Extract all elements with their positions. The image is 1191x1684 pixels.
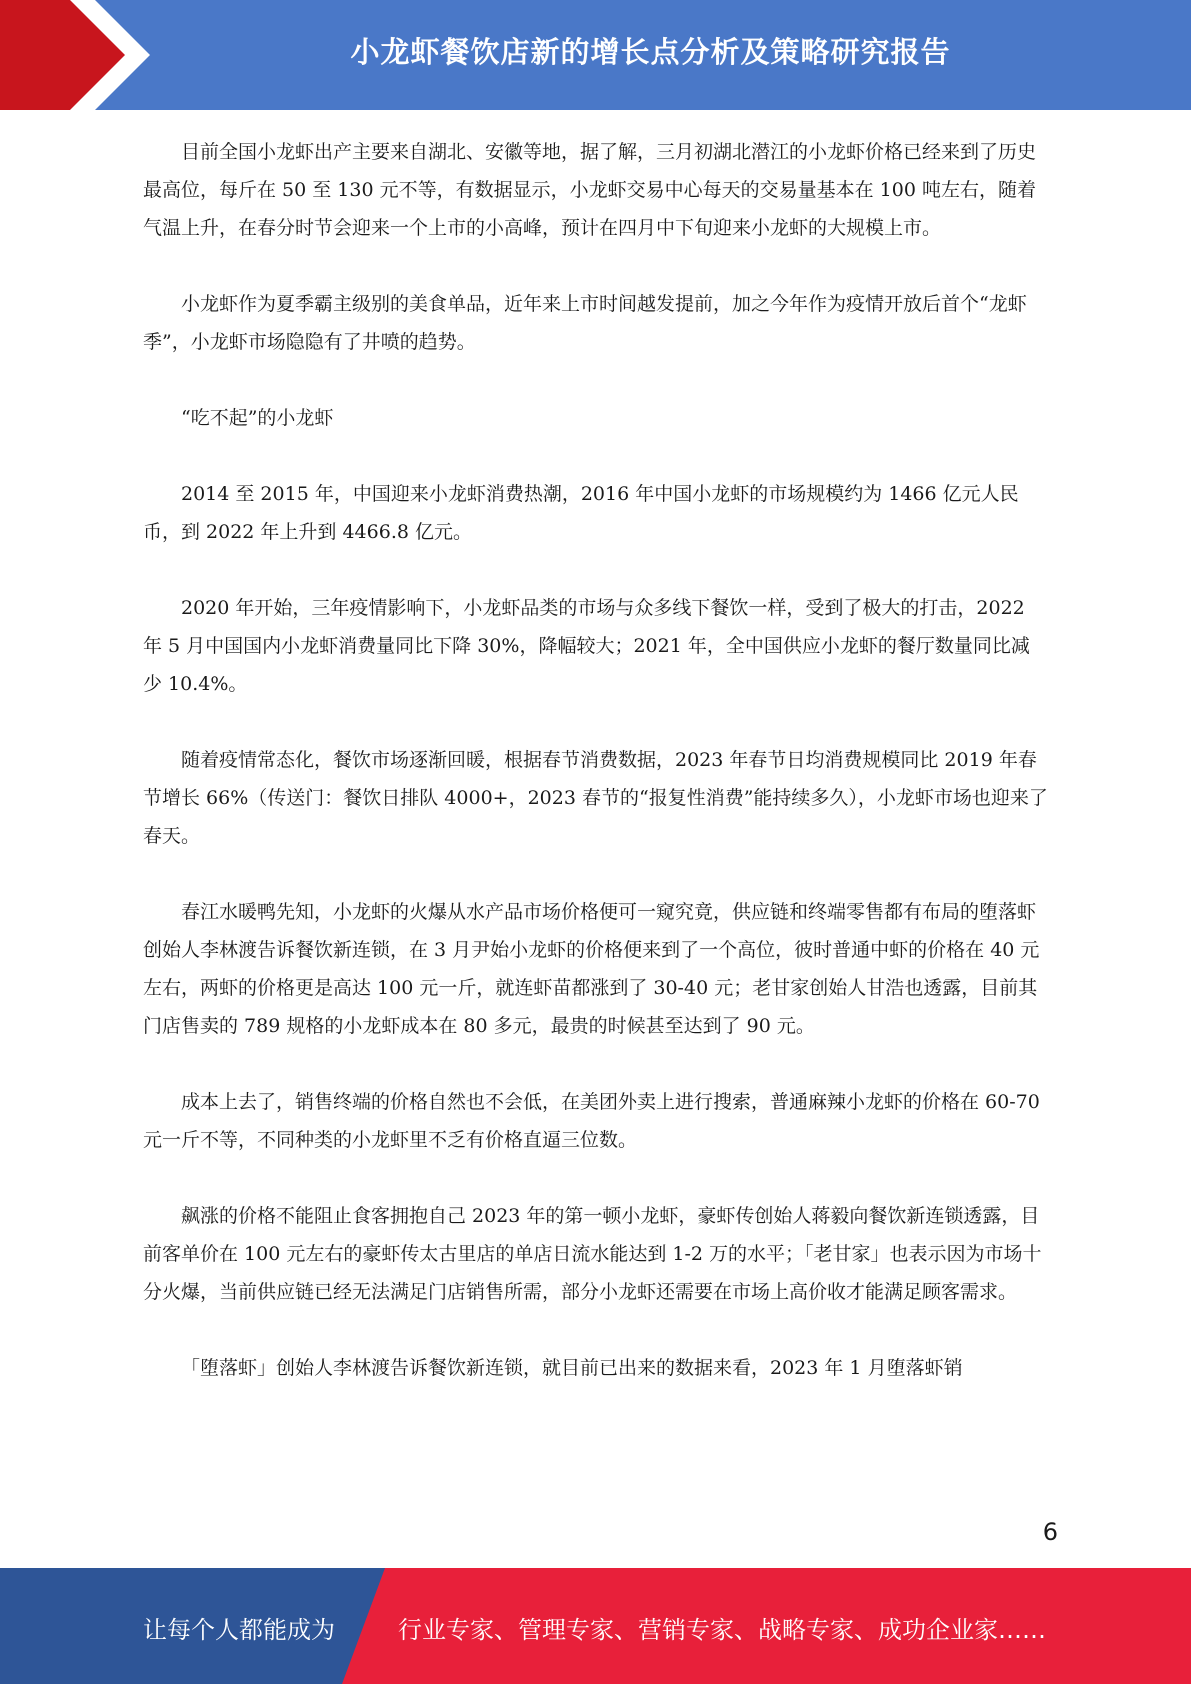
paragraph: 春江水暖鸭先知，小龙虾的火爆从水产品市场价格便可一窥究竟，供应链和终端零售都有布局的堕落虾创始人李林渡告诉餐饮新连锁，在 3 月尹始小龙虾的价格便来到了一个高位，彼时普通中虾的价格在 40 元左右，两虾的价格更是高达 100 元一斤，就连虾苗都涨到了 30-40 元；老甘家创始人甘浩也透露，目前其门店售卖的 789 规格的小龙虾成本在 80 多元，最贵的时候甚至达到了 90 元。 xyxy=(143,901,1040,1037)
article-body xyxy=(143,133,1048,1425)
paragraph: 2020 年开始，三年疫情影响下，小龙虾品类的市场与众多线下餐饮一样，受到了极大的打击，2022 年 5 月中国国内小龙虾消费量同比下降 30%，降幅较大；2021 年，全中国供应小龙虾的餐厅数量同比减少 10.4%。 xyxy=(143,597,1030,695)
paragraph: 飙涨的价格不能阻止食客拥抱自己 2023 年的第一顿小龙虾，豪虾传创始人蒋毅向餐饮新连锁透露，目前客单价在 100 元左右的豪虾传太古里店的单店日流水能达到 1-2 万的水平；「老甘家」也表示因为市场十分火爆，当前供应链已经无法满足门店销售所需，部分小龙虾还需要在市场上高价收才能满足顾客需求。 xyxy=(143,1205,1042,1303)
paragraph: 2014 至 2015 年，中国迎来小龙虾消费热潮，2016 年中国小龙虾的市场规模约为 1466 亿元人民币，到 2022 年上升到 4466.8 亿元。 xyxy=(143,483,1019,543)
page-footer xyxy=(0,1568,1191,1684)
paragraph: 「堕落虾」创始人李林渡告诉餐饮新连锁，就目前已出来的数据来看，2023 年 1 月堕落虾销 xyxy=(181,1357,963,1379)
section-subheading: “吃不起”的小龙虾 xyxy=(181,407,334,429)
paragraph: 小龙虾作为夏季霸主级别的美食单品，近年来上市时间越发提前，加之今年作为疫情开放后首个“龙虾季”，小龙虾市场隐隐有了井喷的趋势。 xyxy=(143,293,1027,353)
footer-slogan-right: 行业专家、管理专家、营销专家、战略专家、成功企业家…… xyxy=(398,1616,1046,1644)
report-title: 小龙虾餐饮店新的增长点分析及策略研究报告 xyxy=(350,35,951,69)
page-header xyxy=(0,0,1191,110)
paragraph: 成本上去了，销售终端的价格自然也不会低，在美团外卖上进行搜索，普通麻辣小龙虾的价格在 60-70 元一斤不等，不同种类的小龙虾里不乏有价格直逼三位数。 xyxy=(143,1091,1040,1151)
page-number: 6 xyxy=(1042,1518,1058,1546)
paragraph: 随着疫情常态化，餐饮市场逐渐回暖，根据春节消费数据，2023 年春节日均消费规模同比 2019 年春节增长 66%（传送门：餐饮日排队 4000+，2023 春节的“报复性消费”能持续多久），小龙虾市场也迎来了春天。 xyxy=(143,749,1048,847)
footer-slogan-left: 让每个人都能成为 xyxy=(143,1616,335,1644)
paragraph: 目前全国小龙虾出产主要来自湖北、安徽等地，据了解，三月初湖北潜江的小龙虾价格已经来到了历史最高位，每斤在 50 至 130 元不等，有数据显示，小龙虾交易中心每天的交易量基本在 100 吨左右，随着气温上升，在春分时节会迎来一个上市的小高峰，预计在四月中下旬迎来小龙虾的大规模上市。 xyxy=(143,141,1037,239)
